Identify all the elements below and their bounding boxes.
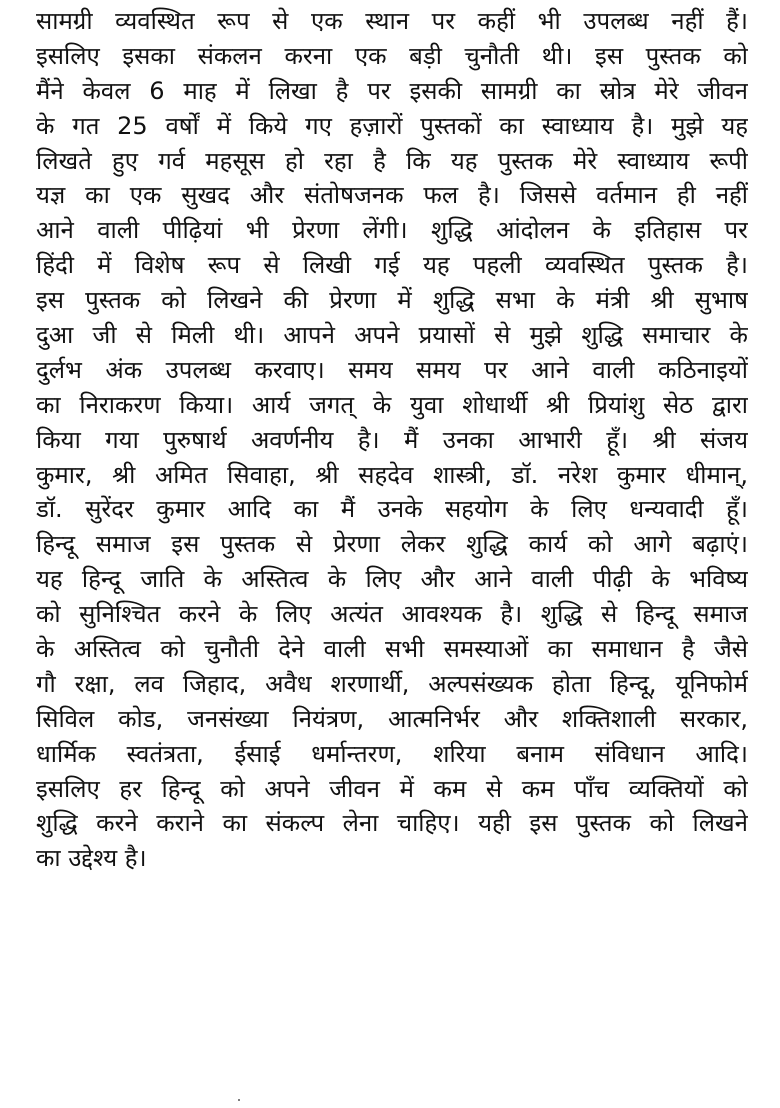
- text-line: दुआ जी से मिली थी। आपने अपने प्रयासों से मुझे शुद्धि समाचार के: [36, 321, 748, 350]
- text-line: दुर्लभ अंक उपलब्ध करवाए। समय समय पर आने वाली कठिनाइयों: [36, 355, 748, 384]
- text-line: इसलिए हर हिन्दू को अपने जीवन में कम से कम पाँच व्यक्तियों को: [36, 774, 748, 803]
- text-line: धार्मिक स्वतंत्रता, ईसाई धर्मान्तरण, शरिया बनाम संविधान आदि।: [36, 739, 748, 768]
- text-line: यह हिन्दू जाति के अस्तित्व के लिए और आने वाली पीढ़ी के भविष्य: [36, 565, 748, 594]
- paragraph: [36, 4, 748, 876]
- text-line: गौ रक्षा, लव जिहाद, अवैध शरणार्थी, अल्पसंख्यक होता हिन्दू, यूनिफोर्म: [36, 669, 748, 698]
- text-line: के अस्तित्व को चुनौती देने वाली सभी समस्याओं का समाधान है जैसे: [36, 635, 748, 664]
- text-line: हिन्दू समाज इस पुस्तक से प्रेरणा लेकर शुद्धि कार्य को आगे बढ़ाएं।: [36, 530, 748, 559]
- text-line: कुमार, श्री अमित सिवाहा, श्री सहदेव शास्त्री, डॉ. नरेश कुमार धीमान्,: [36, 460, 748, 489]
- scan-speck: [238, 1099, 240, 1101]
- text-line: को सुनिश्चित करने के लिए अत्यंत आवश्यक है। शुद्धि से हिन्दू समाज: [36, 600, 748, 629]
- text-line: आने वाली पीढ़ियां भी प्रेरणा लेंगी। शुद्धि आंदोलन के इतिहास पर: [36, 216, 748, 245]
- text-line: किया गया पुरुषार्थ अवर्णनीय है। मैं उनका आभारी हूँ। श्री संजय: [36, 425, 748, 454]
- text-line: हिंदी में विशेष रूप से लिखी गई यह पहली व्यवस्थित पुस्तक है।: [36, 251, 748, 280]
- text-line: सामग्री व्यवस्थित रूप से एक स्थान पर कहीं भी उपलब्ध नहीं हैं।: [36, 7, 748, 35]
- text-line: का निराकरण किया। आर्य जगत् के युवा शोधार्थी श्री प्रियांशु सेठ द्वारा: [36, 390, 748, 419]
- text-line: लिखते हुए गर्व महसूस हो रहा है कि यह पुस्तक मेरे स्वाध्याय रूपी: [36, 146, 748, 175]
- text-line: डॉ. सुरेंदर कुमार आदि का मैं उनके सहयोग के लिए धन्यवादी हूँ।: [36, 495, 748, 524]
- text-line: यज्ञ का एक सुखद और संतोषजनक फल है। जिससे वर्तमान ही नहीं: [36, 181, 748, 210]
- text-line: के गत 25 वर्षों में किये गए हज़ारों पुस्तकों का स्वाध्याय है। मुझे यह: [36, 111, 748, 140]
- text-line: इस पुस्तक को लिखने की प्रेरणा में शुद्धि सभा के मंत्री श्री सुभाष: [36, 286, 748, 315]
- text-line-last: का उद्देश्य है।: [36, 844, 147, 873]
- text-line: मैंने केवल 6 माह में लिखा है पर इसकी सामग्री का स्रोत्र मेरे जीवन: [36, 76, 748, 105]
- text-line: शुद्धि करने कराने का संकल्प लेना चाहिए। यही इस पुस्तक को लिखने: [36, 809, 748, 838]
- text-line: सिविल कोड, जनसंख्या नियंत्रण, आत्मनिर्भर और शक्तिशाली सरकार,: [36, 704, 748, 733]
- text-line: इसलिए इसका संकलन करना एक बड़ी चुनौती थी। इस पुस्तक को: [36, 41, 748, 70]
